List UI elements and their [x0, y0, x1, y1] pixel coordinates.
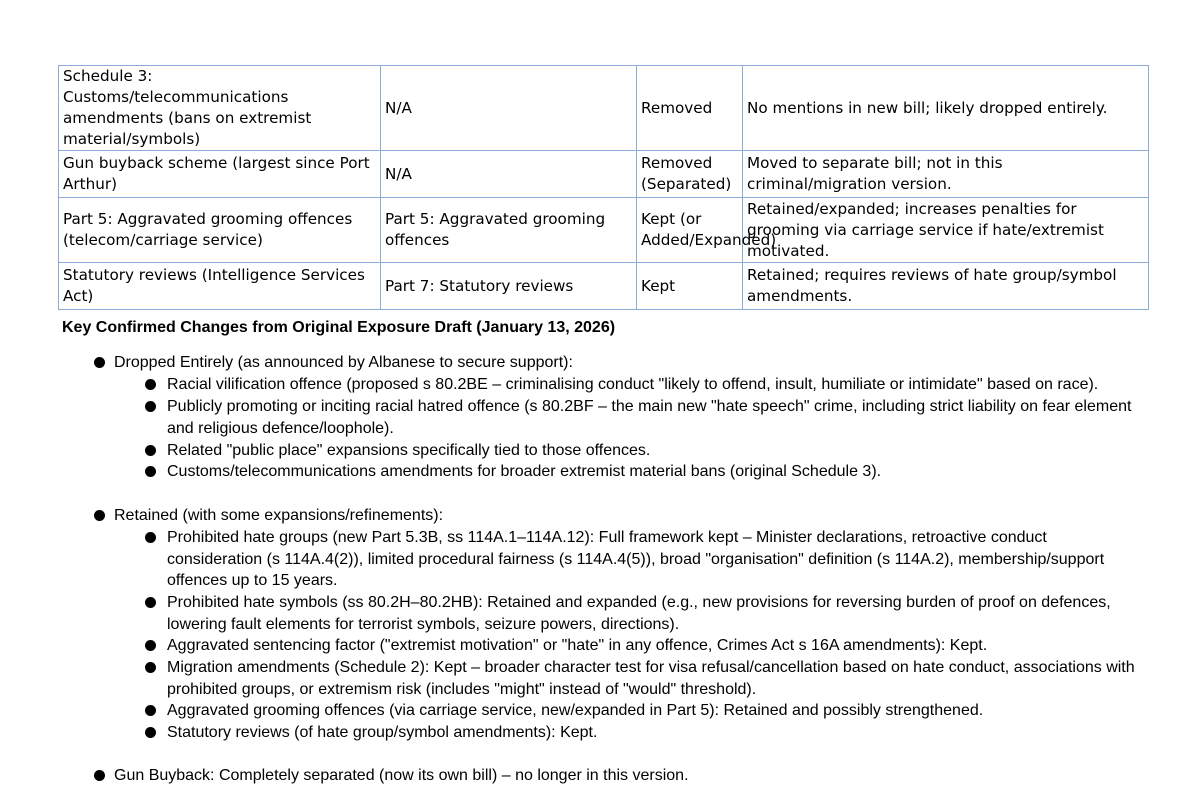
table-cell-new: Part 7: Statutory reviews: [381, 263, 637, 310]
sub-bullet: [145, 657, 1142, 700]
bullet-icon: [145, 445, 156, 456]
bullet-text: Related "public place" expansions specifically tied to those offences.: [167, 442, 651, 459]
sub-bullet: [145, 440, 1142, 462]
bullet-icon: [145, 466, 156, 477]
table-row: [59, 151, 1149, 198]
table-cell-status: Removed: [637, 66, 743, 151]
bullet-gun-buyback: [94, 765, 1164, 787]
bullet-text: Statutory reviews (of hate group/symbol amendments): Kept.: [167, 724, 598, 741]
bullet-text: Prohibited hate groups (new Part 5.3B, ss 114A.1–114A.12): Full framework kept – Minister declarations, retroactive conduct consideration (s 114A.4(2)), limited procedural fairness (s 114A.4(5)), broad "organisation" definition (s 114A.2), membership/support offences up to 15 years.: [167, 529, 1105, 589]
bullet-dropped: [94, 352, 1164, 374]
bullet-text: Dropped Entirely (as announced by Albanese to secure support):: [114, 354, 573, 371]
table-cell-new: N/A: [381, 66, 637, 151]
table-cell-new: N/A: [381, 151, 637, 198]
bullet-text: Gun Buyback: Completely separated (now its own bill) – no longer in this version.: [114, 767, 689, 784]
table-cell-original: Schedule 3: Customs/telecommunications amendments (bans on extremist material/symbols): [59, 66, 381, 151]
comparison-table: [58, 65, 1149, 310]
table-row: [59, 66, 1149, 151]
sub-bullet: [145, 722, 1142, 744]
table-row: [59, 263, 1149, 310]
bullet-text: Racial vilification offence (proposed s 80.2BE – criminalising conduct "likely to offend, insult, humiliate or intimidate" based on race).: [167, 376, 1099, 393]
bullet-icon: [145, 705, 156, 716]
bullet-text: Retained (with some expansions/refinements):: [114, 507, 444, 524]
table-cell-status: Removed (Separated): [637, 151, 743, 198]
bullet-text: Customs/telecommunications amendments for broader extremist material bans (original Schedule 3).: [167, 463, 882, 480]
bullet-icon: [145, 401, 156, 412]
bullet-icon: [94, 770, 105, 781]
table-cell-original: Statutory reviews (Intelligence Services Act): [59, 263, 381, 310]
sub-bullet: [145, 461, 1142, 483]
bullet-text: Aggravated grooming offences (via carriage service, new/expanded in Part 5): Retained and possibly strengthened.: [167, 702, 984, 719]
section-heading: Key Confirmed Changes from Original Exposure Draft (January 13, 2026): [62, 319, 616, 336]
sub-bullet: [145, 374, 1142, 396]
bullet-text: Migration amendments (Schedule 2): Kept – broader character test for visa refusal/cancellation based on hate conduct, associations with prohibited groups, or extremism risk (includes "might" instead of "would" threshold).: [167, 659, 1135, 698]
table-cell-original: Part 5: Aggravated grooming offences (telecom/carriage service): [59, 198, 381, 263]
sub-bullet: [145, 700, 1142, 722]
bullet-retained: [94, 505, 1164, 527]
sub-bullet: [145, 527, 1142, 592]
bullet-text: Prohibited hate symbols (ss 80.2H–80.2HB): Retained and expanded (e.g., new provisions for reversing burden of proof on defences, lowering fault elements for terrorist symbols, seizure powers, directions).: [167, 594, 1111, 633]
bullet-text: Aggravated sentencing factor ("extremist motivation" or "hate" in any offence, Crimes Act s 16A amendments): Kept.: [167, 637, 988, 654]
bullet-icon: [145, 597, 156, 608]
bullet-icon: [145, 727, 156, 738]
sub-bullet: [145, 396, 1142, 439]
sub-bullet: [145, 635, 1142, 657]
sub-bullet: [145, 592, 1142, 635]
table-cell-notes: Moved to separate bill; not in this criminal/migration version.: [743, 151, 1149, 198]
table-row: [59, 198, 1149, 263]
table-cell-notes: Retained; requires reviews of hate group/symbol amendments.: [743, 263, 1149, 310]
bullet-icon: [94, 357, 105, 368]
bullet-icon: [145, 532, 156, 543]
table-cell-original: Gun buyback scheme (largest since Port Arthur): [59, 151, 381, 198]
bullet-icon: [94, 510, 105, 521]
bullet-text: Publicly promoting or inciting racial hatred offence (s 80.2BF – the main new "hate speech" crime, including strict liability on fear element and religious defence/loophole).: [167, 398, 1132, 437]
bullet-icon: [145, 640, 156, 651]
table-cell-status: Kept (or Added/Expanded): [637, 198, 743, 263]
table-cell-status: Kept: [637, 263, 743, 310]
bullet-icon: [145, 662, 156, 673]
table-cell-notes: No mentions in new bill; likely dropped entirely.: [743, 66, 1149, 151]
bullet-icon: [145, 379, 156, 390]
table-cell-notes: Retained/expanded; increases penalties for grooming via carriage service if hate/extremist motivated.: [743, 198, 1149, 263]
table-cell-new: Part 5: Aggravated grooming offences: [381, 198, 637, 263]
